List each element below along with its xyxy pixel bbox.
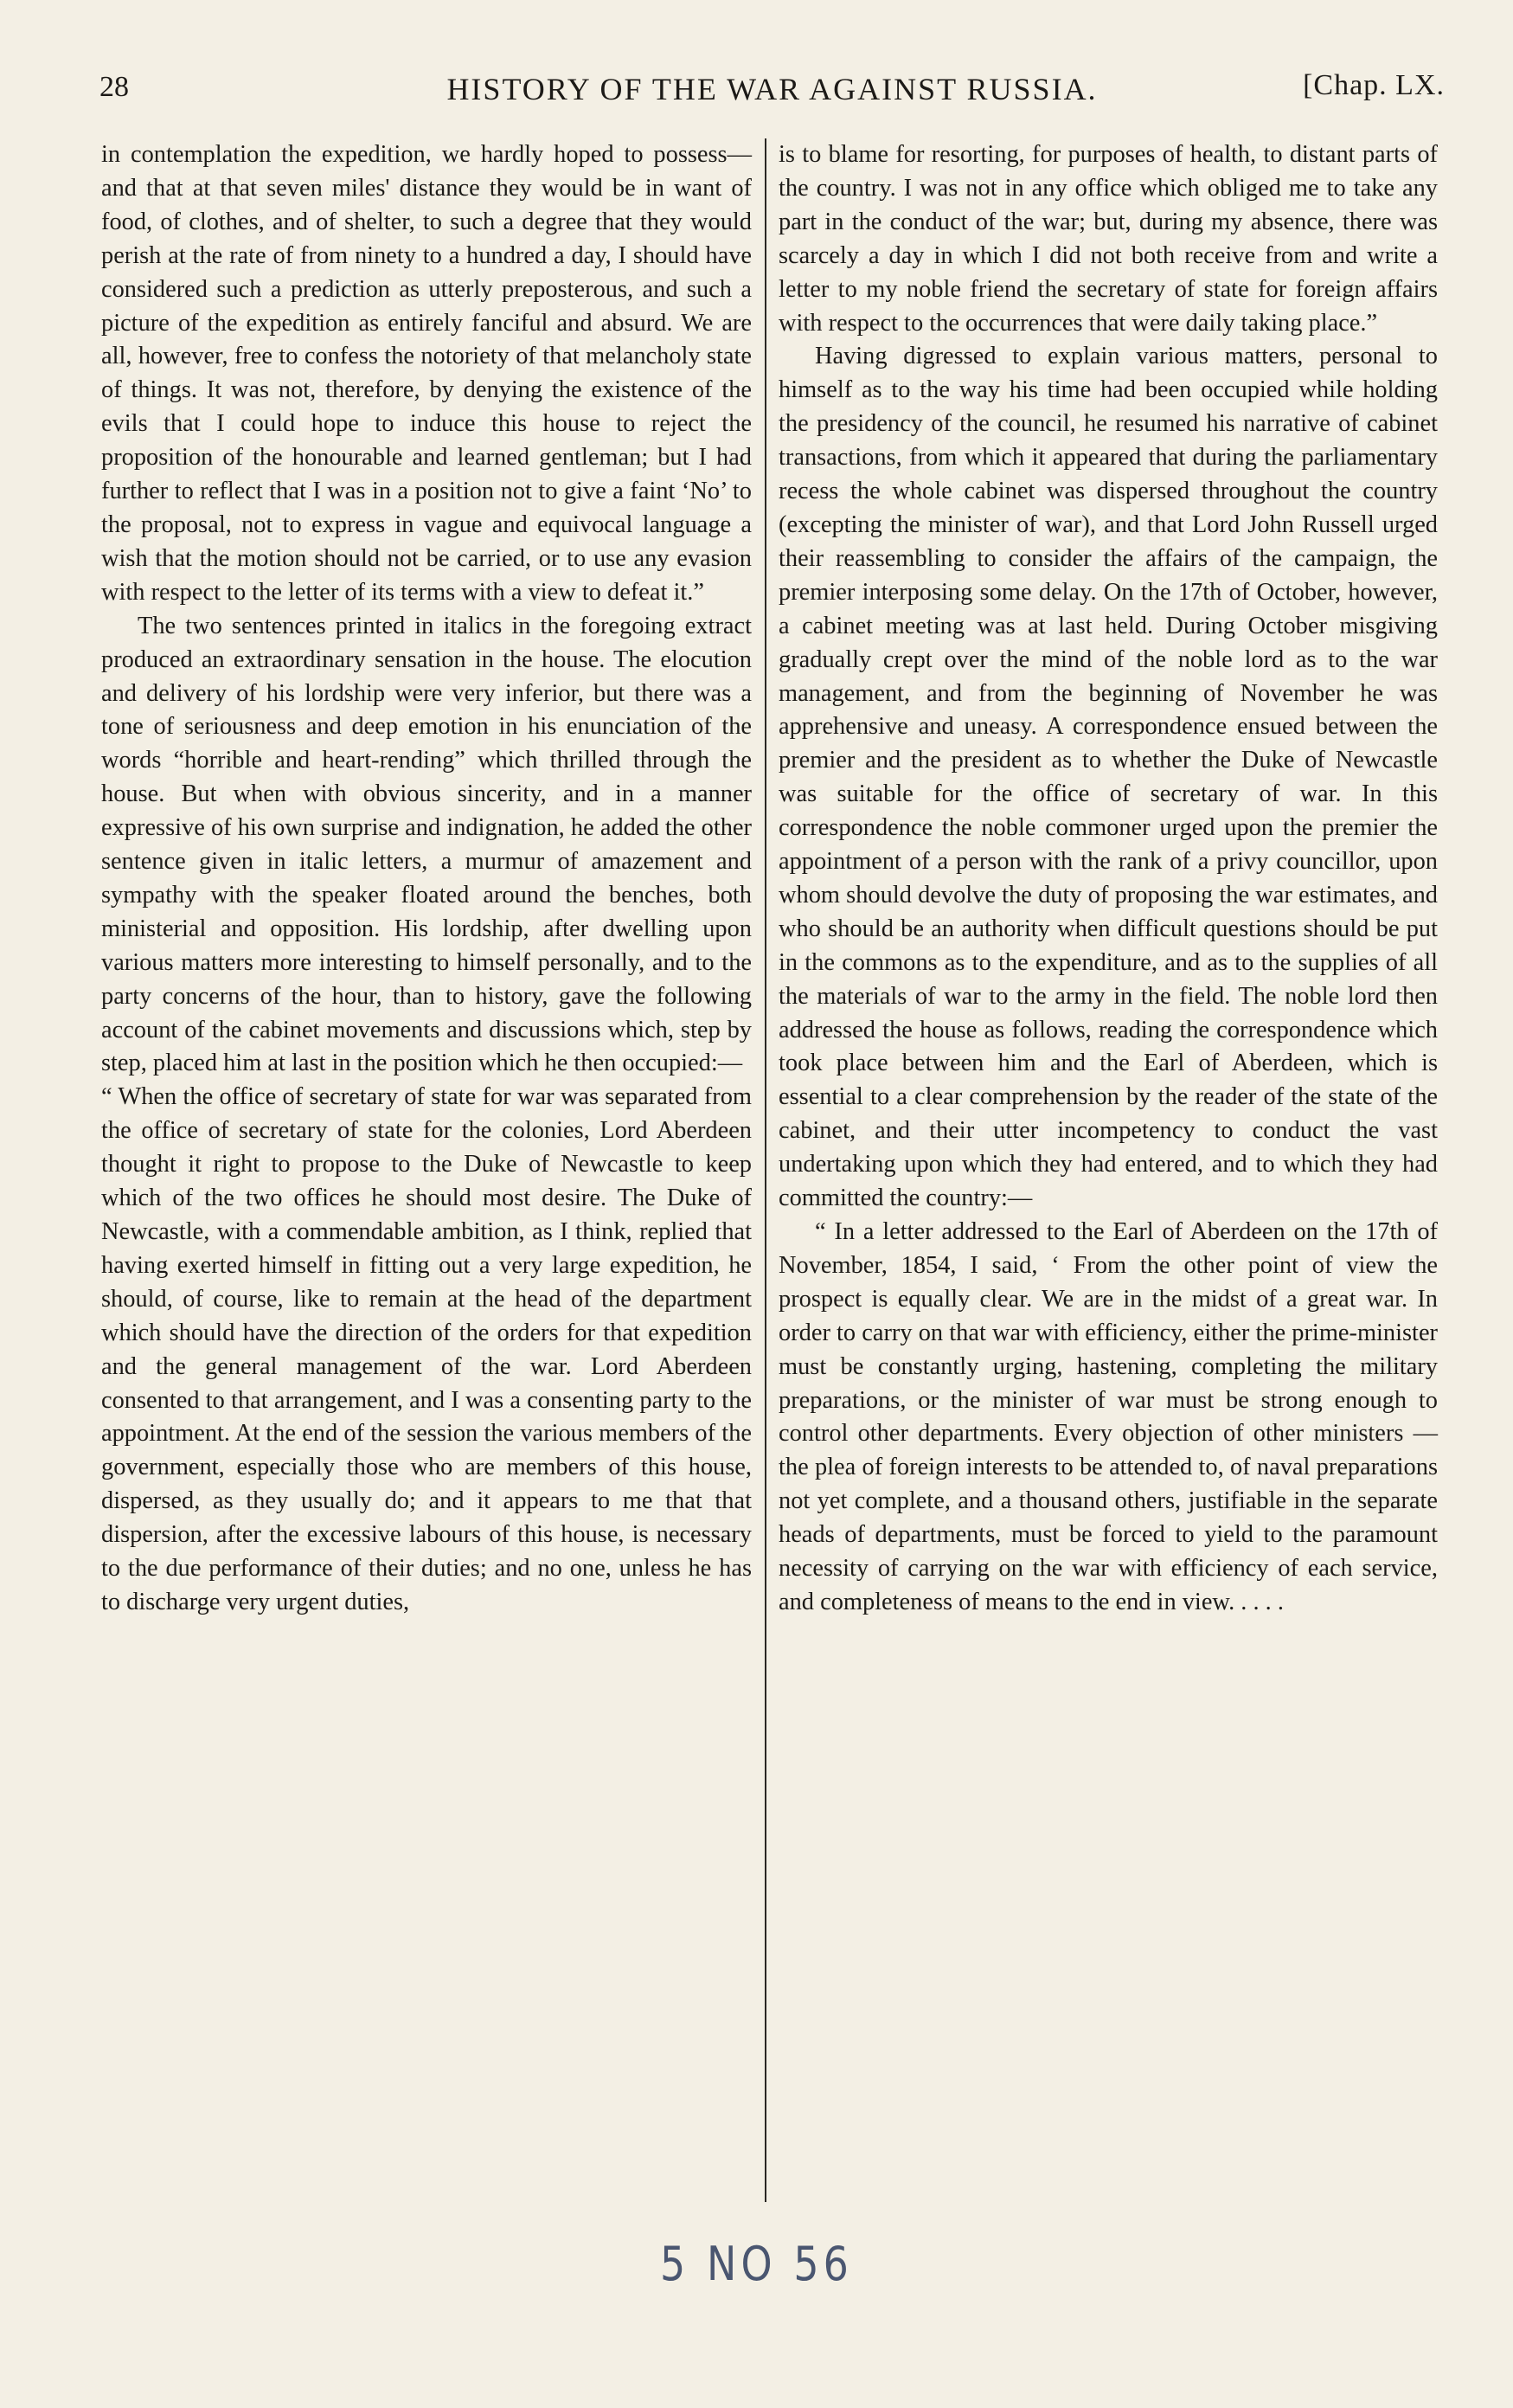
right-column	[779, 138, 1438, 1620]
page-number: 28	[99, 71, 129, 103]
running-title: HISTORY OF THE WAR AGAINST RUSSIA.	[446, 72, 1098, 106]
chapter-marker: [Chap. LX.	[1303, 69, 1445, 101]
page-header	[99, 62, 1445, 114]
paragraph: “ When the office of secretary of state for war was separated from the office of secretary of state for the colonies, Lord Aberdeen thought it right to propose to the Duke of Newcastle to keep which of the two offices he should most desire. The Duke of Newcastle, with a commendable ambition, as I think, replied that having exerted himself in fitting out a very large expedition, he should, of course, like to remain at the head of the department which should have the direction of the orders for that expedition and the general management of the war. Lord Aberdeen consented to that arrangement, and I was a consenting party to the appointment. At the end of the session the various members of the government, especially those who are members of this house, dispersed, as they usually do; and it appears to me that that dispersion, after the excessive labours of this house, is necessary to the due performance of their duties; and no one, unless he has to discharge very urgent duties,	[101, 1083, 752, 1615]
paragraph: “ In a letter addressed to the Earl of Aberdeen on the 17th of November, 1854, I said, ‘ From the other point of view the prospect is equally clear. We are in the midst of a great war. In order to carry on that war with efficiency, either the prime-minister must be constantly urging, hastening, completing the military preparations, or the minister of war must be strong enough to control other departments. Every objection of other ministers —the plea of foreign interests to be attended to, of naval preparations not yet complete, and a thousand others, justifiable in the separate heads of departments, must be forced to yield to the paramount necessity of carrying on the war with efficiency of each service, and completeness of means to the end in view. . . . .	[779, 1218, 1438, 1615]
column-divider	[765, 138, 766, 2202]
paragraph: The two sentences printed in italics in the foregoing extract produced an extraordinary sensation in the house. The elocution and delivery of his lordship were very inferior, but there was a tone of seriousness and deep emotion in his enunciation of the words “horrible and heart-rending” which thrilled through the house. But when with obvious sincerity, and in a manner expressive of his own surprise and indignation, he added the other sentence given in italic letters, a murmur of amazement and sympathy with the speaker floated around the benches, both ministerial and opposition. His lordship, after dwelling upon various matters more interesting to himself personally, and to the party concerns of the hour, than to history, gave the following account of the cabinet movements and discussions which, step by step, placed him at last in the position which he then occupied:—	[101, 612, 752, 1077]
paragraph: Having digressed to explain various matters, personal to himself as to the way his time had been occupied while holding the presidency of the council, he resumed his narrative of cabinet transactions, from which it appeared that during the parliamentary recess the whole cabinet was dispersed throughout the country (excepting the minister of war), and that Lord John Russell urged their reassembling to consider the affairs of the campaign, the premier interposing some delay. On the 17th of October, however, a cabinet meeting was at last held. During October misgiving gradually crept over the mind of the noble lord as to the war management, and from the beginning of November he was apprehensive and uneasy. A correspondence ensued between the premier and the president as to whether the Duke of Newcastle was suitable for the office of secretary of war. In this correspondence the noble commoner urged upon the premier the appointment of a person with the rank of a privy councillor, upon whom should devolve the duty of proposing the war estimates, and who should be an authority when difficult questions should be put in the commons as to the expenditure, and as to the supplies of all the materials of war to the army in the field. The noble lord then addressed the house as follows, reading the correspondence which took place between him and the Earl of Aberdeen, which is essential to a clear comprehension by the reader of the state of the cabinet, and their utter incompetency to conduct the vast undertaking upon which they had entered, and to which they had committed the country:—	[779, 343, 1438, 1212]
printer-signature: 5 NO 56	[660, 2237, 853, 2291]
left-column	[101, 138, 752, 1620]
paragraph: in contemplation the expedition, we hardly hoped to possess—and that at that seven miles' distance they would be in want of food, of clothes, and of shelter, to such a degree that they would perish at the rate of from ninety to a hundred a day, I should have considered such a prediction as utterly preposterous, and such a picture of the expedition as entirely fanciful and absurd. We are all, however, free to confess the notoriety of that melancholy state of things. It was not, therefore, by denying the existence of the evils that I could hope to induce this house to reject the proposition of the honourable and learned gentleman; but I had further to reflect that I was in a position not to give a faint ‘No’ to the proposal, not to express in vague and equivocal language a wish that the motion should not be carried, or to use any evasion with respect to the letter of its terms with a view to defeat it.”	[101, 141, 752, 606]
paragraph: is to blame for resorting, for purposes of health, to distant parts of the country. I was not in any office which obliged me to take any part in the conduct of the war; but, during my absence, there was scarcely a day in which I did not both receive from and write a letter to my noble friend the secretary of state for foreign affairs with respect to the occurrences that were daily taking place.”	[779, 141, 1438, 337]
